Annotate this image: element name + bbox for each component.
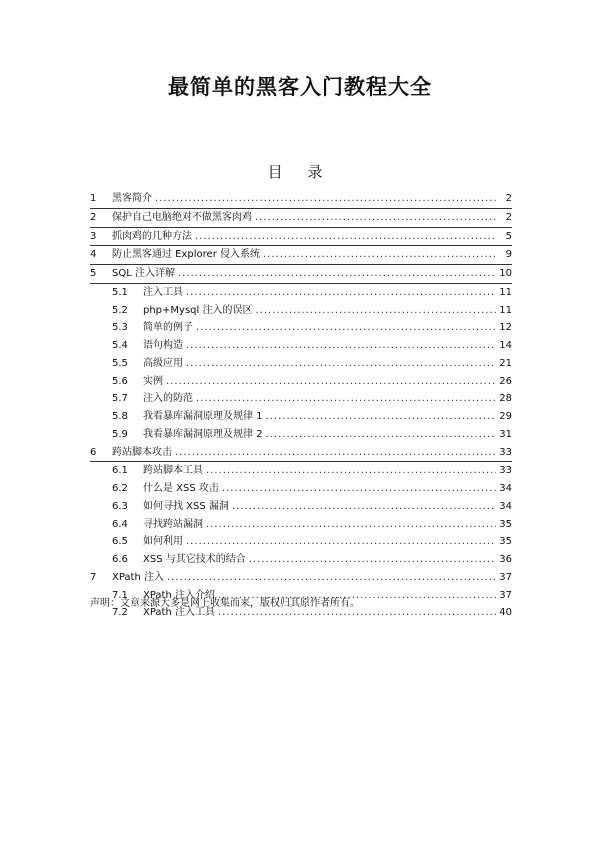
toc-entry-page-number: 9 (505, 249, 512, 261)
toc-entry-number: 6.2 (112, 483, 128, 494)
toc-dot-leader (249, 551, 497, 569)
toc-entry-label: XSS 与其它技术的结合 (143, 554, 246, 565)
toc-entry-label: 防止黑客通过 Explorer 侵入系统 (112, 249, 260, 261)
toc-entry-label: XPath 注入 (112, 571, 164, 583)
toc-entry-number: 6.6 (112, 554, 128, 565)
toc-dot-leader (266, 426, 497, 444)
toc-entry-number: 5 (90, 268, 97, 279)
toc-entry-page-number: 2 (505, 193, 512, 204)
toc-dot-leader (232, 498, 496, 516)
toc-entry-number: 5.2 (112, 304, 128, 316)
toc-subsection-entry[interactable] (90, 408, 512, 426)
toc-dot-leader (186, 533, 496, 551)
toc-section-entry[interactable] (90, 265, 512, 284)
toc-subsection-entry[interactable] (90, 462, 512, 480)
toc-entry-label: 如何寻找 XSS 漏洞 (143, 500, 229, 512)
toc-entry-label: 实例 (143, 375, 163, 387)
toc-entry-label: XPath 注入工具 (143, 607, 215, 619)
toc-entry-number: 7.2 (112, 607, 128, 619)
toc-entry-page-number: 10 (499, 268, 512, 279)
toc-entry-number: 5.4 (112, 340, 128, 351)
toc-dot-leader (266, 408, 497, 426)
toc-entry-label: 语句构造 (143, 340, 183, 351)
toc-section-entry[interactable] (90, 569, 512, 587)
toc-entry-label: 高级应用 (143, 357, 183, 369)
toc-entry-label: 黑客简介 (112, 193, 152, 204)
toc-entry-label: 什么是 XSS 攻击 (143, 483, 219, 494)
toc-entry-page-number: 37 (499, 589, 512, 601)
toc-subsection-entry[interactable] (90, 480, 512, 498)
toc-entry-page-number: 35 (499, 536, 512, 548)
toc-entry-label: php+Mysql 注入的误区 (143, 304, 253, 316)
copyright-declaration: 声明：文章来源大多是网上收集而来，版权归其原作者所有。 (90, 598, 360, 609)
toc-dot-leader (196, 319, 496, 337)
toc-entry-number: 7.1 (112, 589, 128, 601)
toc-subsection-entry[interactable] (90, 337, 512, 355)
toc-entry-label: 寻找跨站漏洞 (143, 518, 203, 530)
toc-subsection-entry[interactable] (90, 373, 512, 391)
toc-entry-number: 5.7 (112, 393, 128, 405)
toc-entry-number: 5.6 (112, 375, 128, 387)
toc-section-entry[interactable] (90, 444, 512, 463)
toc-entry-page-number: 26 (499, 375, 512, 387)
toc-entry-page-number: 36 (499, 554, 512, 565)
toc-entry-label: 保护自己电脑绝对不做黑客肉鸡 (112, 211, 252, 223)
toc-entry-page-number: 2 (505, 211, 512, 223)
toc-entry-label: 跨站脚本攻击 (112, 446, 172, 458)
toc-entry-page-number: 33 (499, 465, 512, 477)
toc-entry-number: 1 (90, 193, 97, 204)
toc-dot-leader (186, 337, 496, 355)
toc-entry-label: 简单的例子 (143, 322, 193, 334)
toc-dot-leader (255, 209, 497, 227)
toc-entry-page-number: 35 (499, 518, 512, 530)
toc-section-entry[interactable] (90, 209, 512, 228)
toc-entry-number: 4 (90, 249, 97, 261)
toc-entry-number: 6 (90, 446, 97, 458)
toc-entry-number: 5.5 (112, 357, 128, 369)
toc-entry-page-number: 34 (499, 483, 512, 494)
toc-entry-label: 如何利用 (143, 536, 183, 548)
toc-entry-number: 6.5 (112, 536, 128, 548)
toc-subsection-entry[interactable] (90, 551, 512, 569)
toc-subsection-entry[interactable] (90, 498, 512, 516)
toc-entry-number: 6.1 (112, 465, 128, 477)
toc-entry-label: 我看暴库漏洞原理及规律 2 (143, 428, 263, 440)
toc-entry-page-number: 37 (499, 571, 512, 583)
toc-entry-number: 6.4 (112, 518, 128, 530)
toc-entry-page-number: 31 (499, 428, 512, 440)
toc-subsection-entry[interactable] (90, 426, 512, 444)
toc-entry-number: 5.1 (112, 286, 128, 298)
toc-subsection-entry[interactable] (90, 319, 512, 337)
toc-entry-page-number: 11 (499, 304, 512, 316)
toc-entry-label: 抓肉鸡的几种方法 (112, 230, 192, 242)
toc-dot-leader (186, 355, 496, 373)
toc-entry-number: 5.8 (112, 411, 128, 422)
toc-subsection-entry[interactable] (90, 533, 512, 551)
toc-entry-page-number: 28 (499, 393, 512, 405)
toc-section-entry[interactable] (90, 228, 512, 247)
toc-subsection-entry[interactable] (90, 302, 512, 320)
toc-dot-leader (178, 265, 496, 283)
toc-entry-label: XPath 注入介绍 (143, 589, 215, 601)
toc-dot-leader (263, 246, 497, 264)
toc-section-entry[interactable] (90, 246, 512, 265)
toc-dot-leader (195, 228, 497, 246)
toc-subsection-entry[interactable] (90, 390, 512, 408)
toc-dot-leader (186, 284, 496, 302)
toc-entry-label: 注入的防范 (143, 393, 193, 405)
toc-dot-leader (167, 569, 496, 587)
toc-entry-page-number: 34 (499, 500, 512, 512)
toc-subsection-entry[interactable] (90, 355, 512, 373)
table-of-contents (90, 190, 512, 622)
toc-heading: 目 录 (267, 163, 333, 181)
toc-entry-number: 6.3 (112, 500, 128, 512)
toc-entry-label: 我看暴库漏洞原理及规律 1 (143, 411, 263, 422)
toc-entry-page-number: 21 (499, 357, 512, 369)
toc-subsection-entry[interactable] (90, 284, 512, 302)
toc-entry-number: 5.3 (112, 322, 128, 334)
toc-entry-number: 7 (90, 571, 97, 583)
toc-entry-page-number: 33 (499, 446, 512, 458)
toc-section-entry[interactable] (90, 190, 512, 209)
toc-entry-number: 3 (90, 230, 97, 242)
toc-entry-number: 5.9 (112, 428, 128, 440)
toc-dot-leader (255, 302, 496, 320)
toc-dot-leader (166, 373, 496, 391)
toc-entry-page-number: 29 (499, 411, 512, 422)
toc-dot-leader (196, 390, 496, 408)
toc-entry-page-number: 14 (499, 340, 512, 351)
toc-entry-page-number: 5 (505, 230, 512, 242)
toc-entry-page-number: 40 (499, 607, 512, 619)
document-title: 最简单的黑客入门教程大全 (168, 75, 432, 100)
toc-dot-leader (206, 516, 496, 534)
toc-dot-leader (155, 190, 497, 208)
toc-entry-label: 跨站脚本工具 (143, 465, 203, 477)
toc-entry-label: SQL 注入详解 (112, 268, 175, 279)
toc-dot-leader (222, 480, 496, 498)
toc-entry-number: 2 (90, 211, 97, 223)
toc-subsection-entry[interactable] (90, 516, 512, 534)
toc-dot-leader (175, 444, 496, 462)
toc-entry-page-number: 12 (499, 322, 512, 334)
toc-dot-leader (206, 462, 496, 480)
toc-entry-label: 注入工具 (143, 286, 183, 298)
toc-entry-page-number: 11 (499, 286, 512, 298)
